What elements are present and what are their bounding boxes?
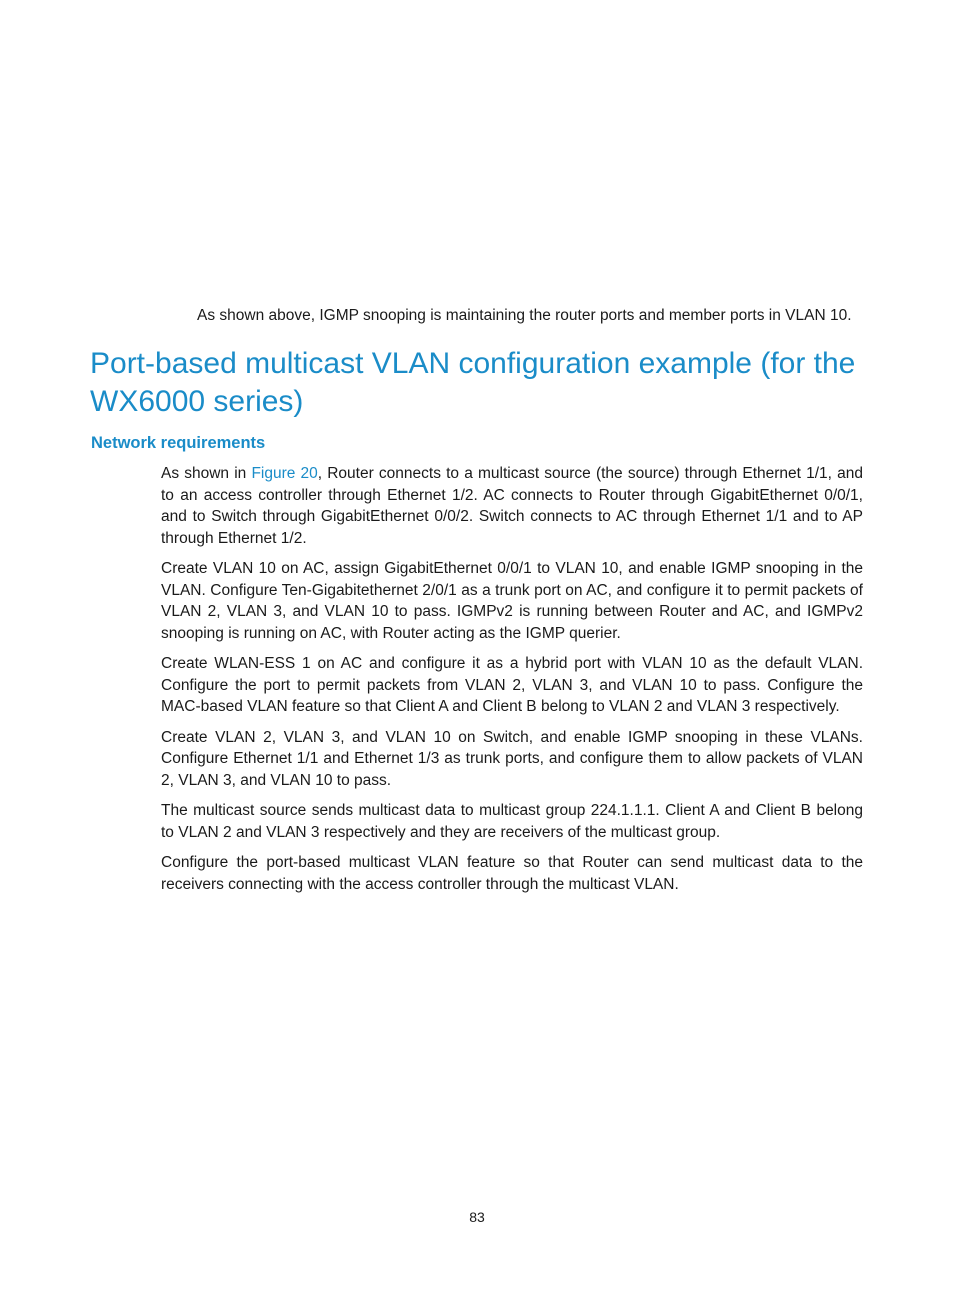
subsection-title: Network requirements	[91, 434, 266, 452]
intro-text: As shown above, IGMP snooping is maintaining the router ports and member ports in VLAN 10.	[197, 307, 852, 324]
paragraph-topology-rest: , Router connects to a multicast source (the source) through Ethernet 1/1, and to an access controller through Ethernet 1/2. AC connects to Router through GigabitEthernet 0/0/1, and to Switch through GigabitEthernet 0/0/2. Switch connects to AC through Ethernet 1/1 and to AP through Ethernet 1/2.	[161, 465, 864, 547]
body-text	[161, 463, 863, 904]
paragraph-wlan-ess-config: Create WLAN-ESS 1 on AC and configure it as a hybrid port with VLAN 10 as the default VLAN. Configure the port to permit packets from VLAN 2, VLAN 3, and VLAN 10 to pass. Configure the MAC-based VLAN feature so that Client A and Client B belong to VLAN 2 and VLAN 3 respectively.	[161, 655, 863, 715]
page-number: 83	[469, 1209, 485, 1225]
section-title: Port-based multicast VLAN configuration example (for the WX6000 series)	[90, 347, 856, 418]
paragraph-ac-config: Create VLAN 10 on AC, assign GigabitEthernet 0/0/1 to VLAN 10, and enable IGMP snooping in the VLAN. Configure Ten-Gigabitethernet 2/0/1 as a trunk port on AC, and configure it to permit packets of VLAN 2, VLAN 3, and VLAN 10 to pass. IGMPv2 is running between Router and AC, and IGMPv2 snooping is running on AC, with Router acting as the IGMP querier.	[161, 560, 863, 642]
paragraph-switch-config: Create VLAN 2, VLAN 3, and VLAN 10 on Switch, and enable IGMP snooping in these VLANs. Configure Ethernet 1/1 and Ethernet 1/3 as trunk ports, and configure them to allow packets of VLAN 2, VLAN 3, and VLAN 10 to pass.	[161, 728, 863, 789]
paragraph-multicast-vlan: Configure the port-based multicast VLAN feature so that Router can send multicast data to the receivers connecting with the access controller through the multicast VLAN.	[161, 854, 863, 893]
paragraph-topology	[161, 463, 863, 549]
paragraph-topology-lead: As shown in	[161, 465, 252, 482]
paragraph-multicast-source: The multicast source sends multicast data to multicast group 224.1.1.1. Client A and Client B belong to VLAN 2 and VLAN 3 respectively and they are receivers of the multicast group.	[161, 802, 863, 841]
figure-link[interactable]: Figure 20	[251, 465, 318, 482]
